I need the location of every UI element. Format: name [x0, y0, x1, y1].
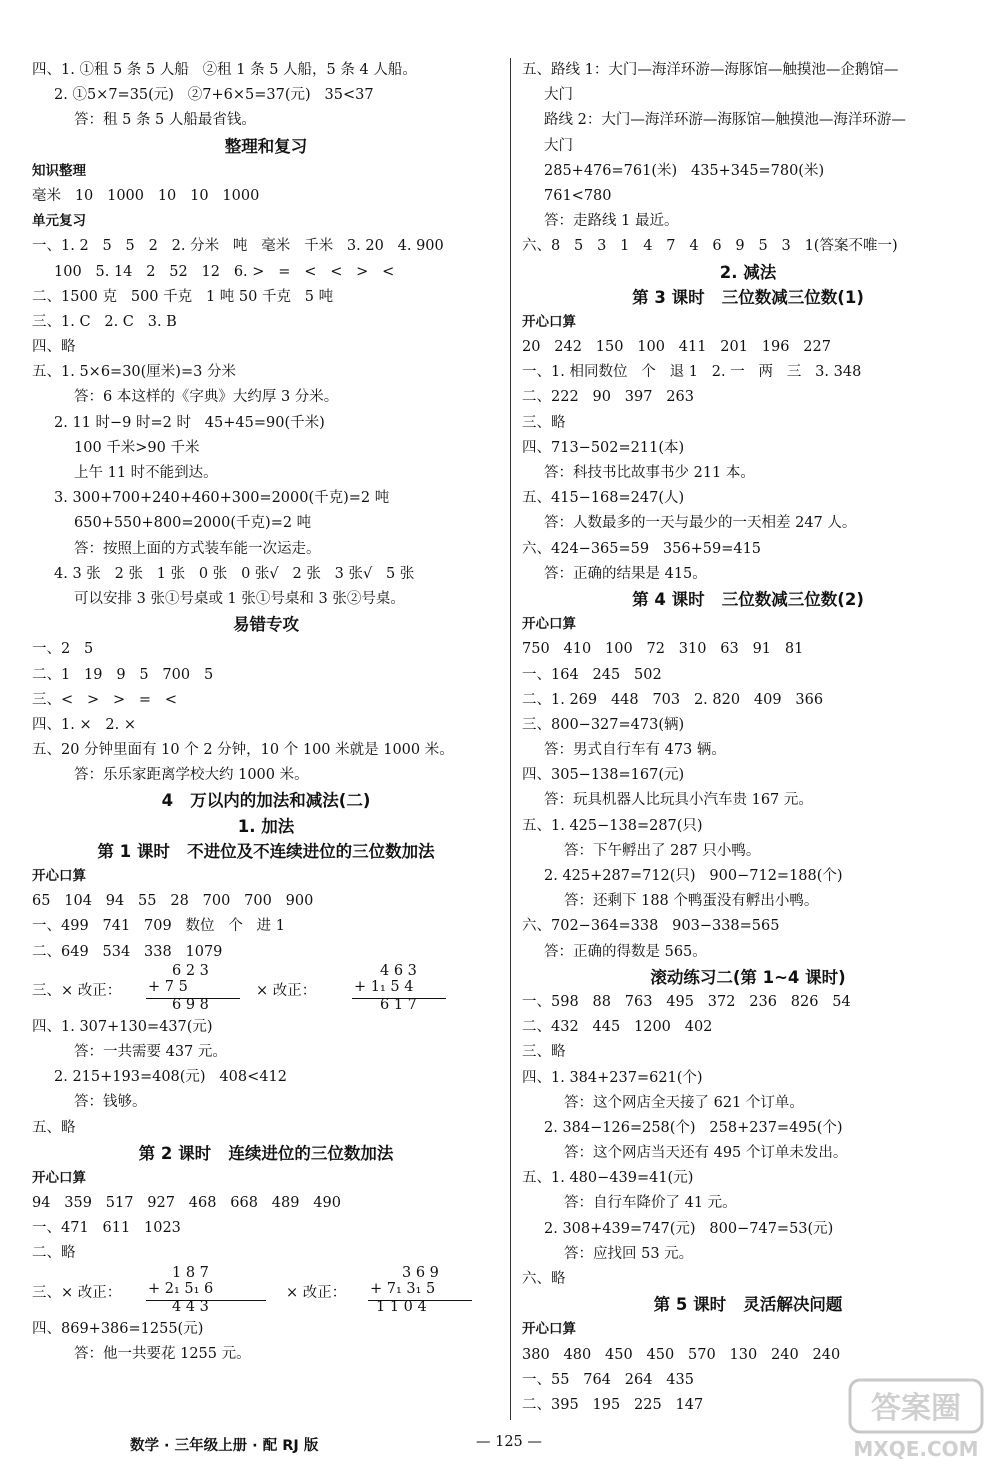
unit-heading: 4 万以内的加法和减法(二): [161, 791, 371, 811]
vertical-addition-block: [32, 962, 500, 1015]
lesson-heading: 第 3 课时 三位数减三位数(1): [632, 287, 864, 307]
subsection-label: 单元复习: [32, 213, 86, 230]
answer-line: 二、略: [32, 1245, 76, 1262]
answer-label: × 改正：: [256, 982, 317, 999]
answer-label: × 改正：: [286, 1284, 347, 1301]
answer-line: 四、1. 307+130=437(元): [32, 1018, 213, 1035]
answer-line: 一、2 5: [32, 641, 94, 658]
answer-line: 100 千米>90 千米: [74, 439, 200, 456]
answer-line: 路线 2：大门—海洋环游—海豚馆—触摸池—海洋环游—: [544, 112, 906, 129]
answer-line: 六、424−365=59 356+59=415: [522, 540, 762, 557]
answer-line: 答：正确的得数是 565。: [544, 943, 707, 960]
answer-line: 一、164 245 502: [522, 666, 662, 683]
answer-line: 五、20 分钟里面有 10 个 2 分钟，10 个 100 米就是 1000 米。: [32, 742, 454, 759]
answer-line: 答：按照上面的方式装车能一次运走。: [74, 540, 321, 557]
section-heading: 1. 加法: [237, 816, 295, 836]
answer-line: 六、略: [522, 1271, 566, 1287]
section-heading: 易错专攻: [233, 615, 299, 635]
answer-line: 答：下午孵出了 287 只小鸭。: [564, 842, 761, 859]
answer-line: 四、1. 384+237=621(个): [522, 1069, 703, 1086]
answer-line: 四、869+386=1255(元): [32, 1320, 204, 1337]
lesson-heading: 第 4 课时 三位数减三位数(2): [632, 589, 864, 609]
answer-line: 答：这个网店全天接了 621 个订单。: [564, 1094, 804, 1111]
answer-line: 答：玩具机器人比玩具小汽车贵 167 元。: [544, 792, 813, 809]
answer-line: 答：租 5 条 5 人船最省钱。: [74, 112, 256, 129]
answer-line: 4. 3 张 2 张 1 张 0 张 0 张√ 2 张 3 张√ 5 张: [54, 565, 415, 582]
answer-line: 100 5. 14 2 52 12 6. > = < < > <: [54, 263, 395, 280]
answer-line: 四、1. ①租 5 条 5 人船 ②租 1 条 5 人船，5 条 4 人船。: [32, 62, 417, 78]
svg-text:答案圈: 答案圈: [871, 1391, 961, 1426]
svg-text:MXQE.COM: MXQE.COM: [853, 1437, 979, 1461]
subsection-label: 开心口算: [522, 313, 576, 330]
answer-label: 三、× 改正：: [32, 982, 122, 999]
answer-line: 二、1. 269 448 703 2. 820 409 366: [522, 691, 824, 708]
answer-line: 五、1. 425−138=287(只): [522, 817, 703, 834]
answer-line: 2. 425+287=712(只) 900−712=188(个): [544, 868, 843, 884]
vertical-mid: + 2₁ 5₁ 6: [148, 1280, 214, 1297]
answer-line: 答：这个网店当天还有 495 个订单未发出。: [564, 1145, 848, 1162]
answer-line: 750 410 100 72 310 63 91 81: [522, 641, 804, 658]
answer-label: 三、× 改正：: [32, 1284, 122, 1301]
answer-line: 答：乐乐家距离学校大约 1000 米。: [74, 767, 309, 784]
answer-line: 2. 308+439=747(元) 800−747=53(元): [544, 1220, 834, 1237]
vertical-bottom: 4 4 3: [172, 1298, 209, 1315]
answer-line: 五、略: [32, 1119, 76, 1136]
answer-line: 2. 215+193=408(元) 408<412: [54, 1069, 287, 1086]
right-column: [522, 58, 974, 1418]
answer-line: 三、800−327=473(辆): [522, 716, 685, 733]
answer-line: 答：还剩下 188 个鸭蛋没有孵出小鸭。: [564, 893, 819, 910]
answer-line: 六、702−364=338 903−338=565: [522, 918, 780, 935]
answer-line: 四、305−138=167(元): [522, 767, 685, 784]
vertical-mid: + 7 5: [148, 978, 188, 995]
section-heading: 2. 减法: [719, 262, 777, 282]
page-number: — 125 —: [476, 1434, 542, 1450]
vertical-top: 6 2 3: [172, 962, 209, 979]
answer-line: 大门: [544, 137, 573, 154]
answer-line: 二、1500 克 500 千克 1 吨 50 千克 5 吨: [32, 288, 334, 305]
vertical-addition-block: [32, 1264, 500, 1317]
vertical-bottom: 1 1 0 4: [376, 1298, 427, 1315]
column-divider: [510, 58, 511, 1420]
answer-line: 大门: [544, 87, 573, 104]
answer-line: 答：一共需要 437 元。: [74, 1043, 227, 1060]
answer-line: 四、1. × 2. ×: [32, 716, 137, 733]
subsection-label: 开心口算: [32, 1169, 86, 1186]
lesson-heading: 第 1 课时 不进位及不连续进位的三位数加法: [97, 841, 435, 861]
answer-line: 一、55 764 264 435: [522, 1371, 694, 1388]
vertical-mid: + 1₁ 5 4: [354, 978, 414, 995]
answer-line: 一、1. 2 5 5 2 2. 分米 吨 毫米 千米 3. 20 4. 900: [32, 238, 444, 255]
answer-line: 二、649 534 338 1079: [32, 943, 223, 960]
subsection-label: 开心口算: [32, 868, 86, 884]
subsection-label: 开心口算: [522, 1321, 576, 1338]
answer-line: 二、395 195 225 147: [522, 1396, 704, 1413]
section-heading: 滚动练习二(第 1~4 课时): [650, 967, 846, 987]
answer-line: 三、略: [522, 1044, 566, 1061]
answer-line: 五、路线 1：大门—海洋环游—海豚馆—触摸池—企鹅馆—: [522, 62, 899, 78]
answer-line: 65 104 94 55 28 700 700 900: [32, 893, 314, 910]
subsection-label: 开心口算: [522, 616, 576, 633]
lesson-heading: 第 5 课时 灵活解决问题: [653, 1295, 843, 1315]
answer-line: 答：钱够。: [74, 1094, 147, 1111]
answer-line: 答：人数最多的一天与最少的一天相差 247 人。: [544, 515, 857, 532]
answer-line: 六、8 5 3 1 4 7 4 6 9 5 3 1(答案不唯一): [522, 238, 898, 255]
vertical-mid: + 7₁ 3₁ 5: [370, 1280, 436, 1297]
answer-line: 四、713−502=211(本): [522, 439, 685, 456]
answer-line: 答：男式自行车有 473 辆。: [544, 742, 726, 759]
watermark-logo-icon: [846, 1372, 986, 1464]
answer-line: 380 480 450 450 570 130 240 240: [522, 1346, 841, 1363]
vertical-bottom: 6 9 8: [172, 996, 209, 1013]
vertical-top: 1 8 7: [172, 1264, 209, 1281]
answer-line: 答：他一共要花 1255 元。: [74, 1345, 251, 1362]
answer-line: 650+550+800=2000(千克)=2 吨: [74, 515, 312, 532]
answer-line: 三、1. C 2. C 3. B: [32, 313, 177, 330]
left-column: [32, 58, 500, 1367]
answer-line: 上午 11 时不能到达。: [74, 465, 218, 481]
answer-line: 四、略: [32, 339, 76, 356]
answer-line: 答：走路线 1 最近。: [544, 213, 679, 230]
answer-line: 2. 11 时−9 时=2 时 45+45=90(千米): [54, 414, 325, 431]
answer-line: 三、略: [522, 414, 566, 431]
answer-line: 94 359 517 927 468 668 489 490: [32, 1195, 341, 1212]
answer-line: 答：自行车降价了 41 元。: [564, 1195, 737, 1212]
answer-line: 答：科技书比故事书少 211 本。: [544, 465, 755, 481]
answer-line: 2. 384−126=258(个) 258+237=495(个): [544, 1119, 843, 1136]
answer-line: 一、598 88 763 495 372 236 826 54: [522, 993, 851, 1010]
answer-line: 一、471 611 1023: [32, 1220, 181, 1237]
answer-line: 答：正确的结果是 415。: [544, 565, 707, 582]
answer-line: 3. 300+700+240+460+300=2000(千克)=2 吨: [54, 490, 390, 507]
answer-line: 2. ①5×7=35(元) ②7+6×5=37(元) 35<37: [54, 87, 374, 104]
lesson-heading: 第 2 课时 连续进位的三位数加法: [138, 1143, 394, 1163]
answer-line: 二、222 90 397 263: [522, 389, 694, 406]
vertical-bottom: 6 1 7: [380, 996, 417, 1013]
answer-line: 五、1. 480−439=41(元): [522, 1170, 694, 1187]
answer-line: 毫米 10 1000 10 10 1000: [32, 187, 260, 204]
answer-line: 二、432 445 1200 402: [522, 1019, 713, 1036]
book-title: 数学 · 三年级上册 · 配 RJ 版: [130, 1438, 319, 1454]
vertical-top: 3 6 9: [402, 1264, 439, 1281]
subsection-label: 知识整理: [32, 162, 86, 179]
answer-line: 可以安排 3 张①号桌或 1 张①号桌和 3 张②号桌。: [74, 590, 405, 607]
answer-line: 答：应找回 53 元。: [564, 1245, 694, 1262]
answer-line: 三、< > > = <: [32, 691, 178, 708]
answer-line: 五、415−168=247(人): [522, 490, 685, 507]
answer-line: 20 242 150 100 411 201 196 227: [522, 339, 831, 356]
vertical-top: 4 6 3: [380, 962, 417, 979]
answer-line: 五、1. 5×6=30(厘米)=3 分米: [32, 364, 236, 381]
answer-line: 一、1. 相同数位 个 退 1 2. 一 两 三 3. 348: [522, 364, 862, 381]
answer-line: 答：6 本这样的《字典》大约厚 3 分米。: [74, 389, 339, 406]
answer-line: 761<780: [544, 187, 612, 204]
answer-line: 285+476=761(米) 435+345=780(米): [544, 162, 825, 179]
answer-line: 一、499 741 709 数位 个 进 1: [32, 918, 285, 935]
answer-line: 二、1 19 9 5 700 5: [32, 666, 214, 683]
section-heading: 整理和复习: [224, 136, 308, 156]
